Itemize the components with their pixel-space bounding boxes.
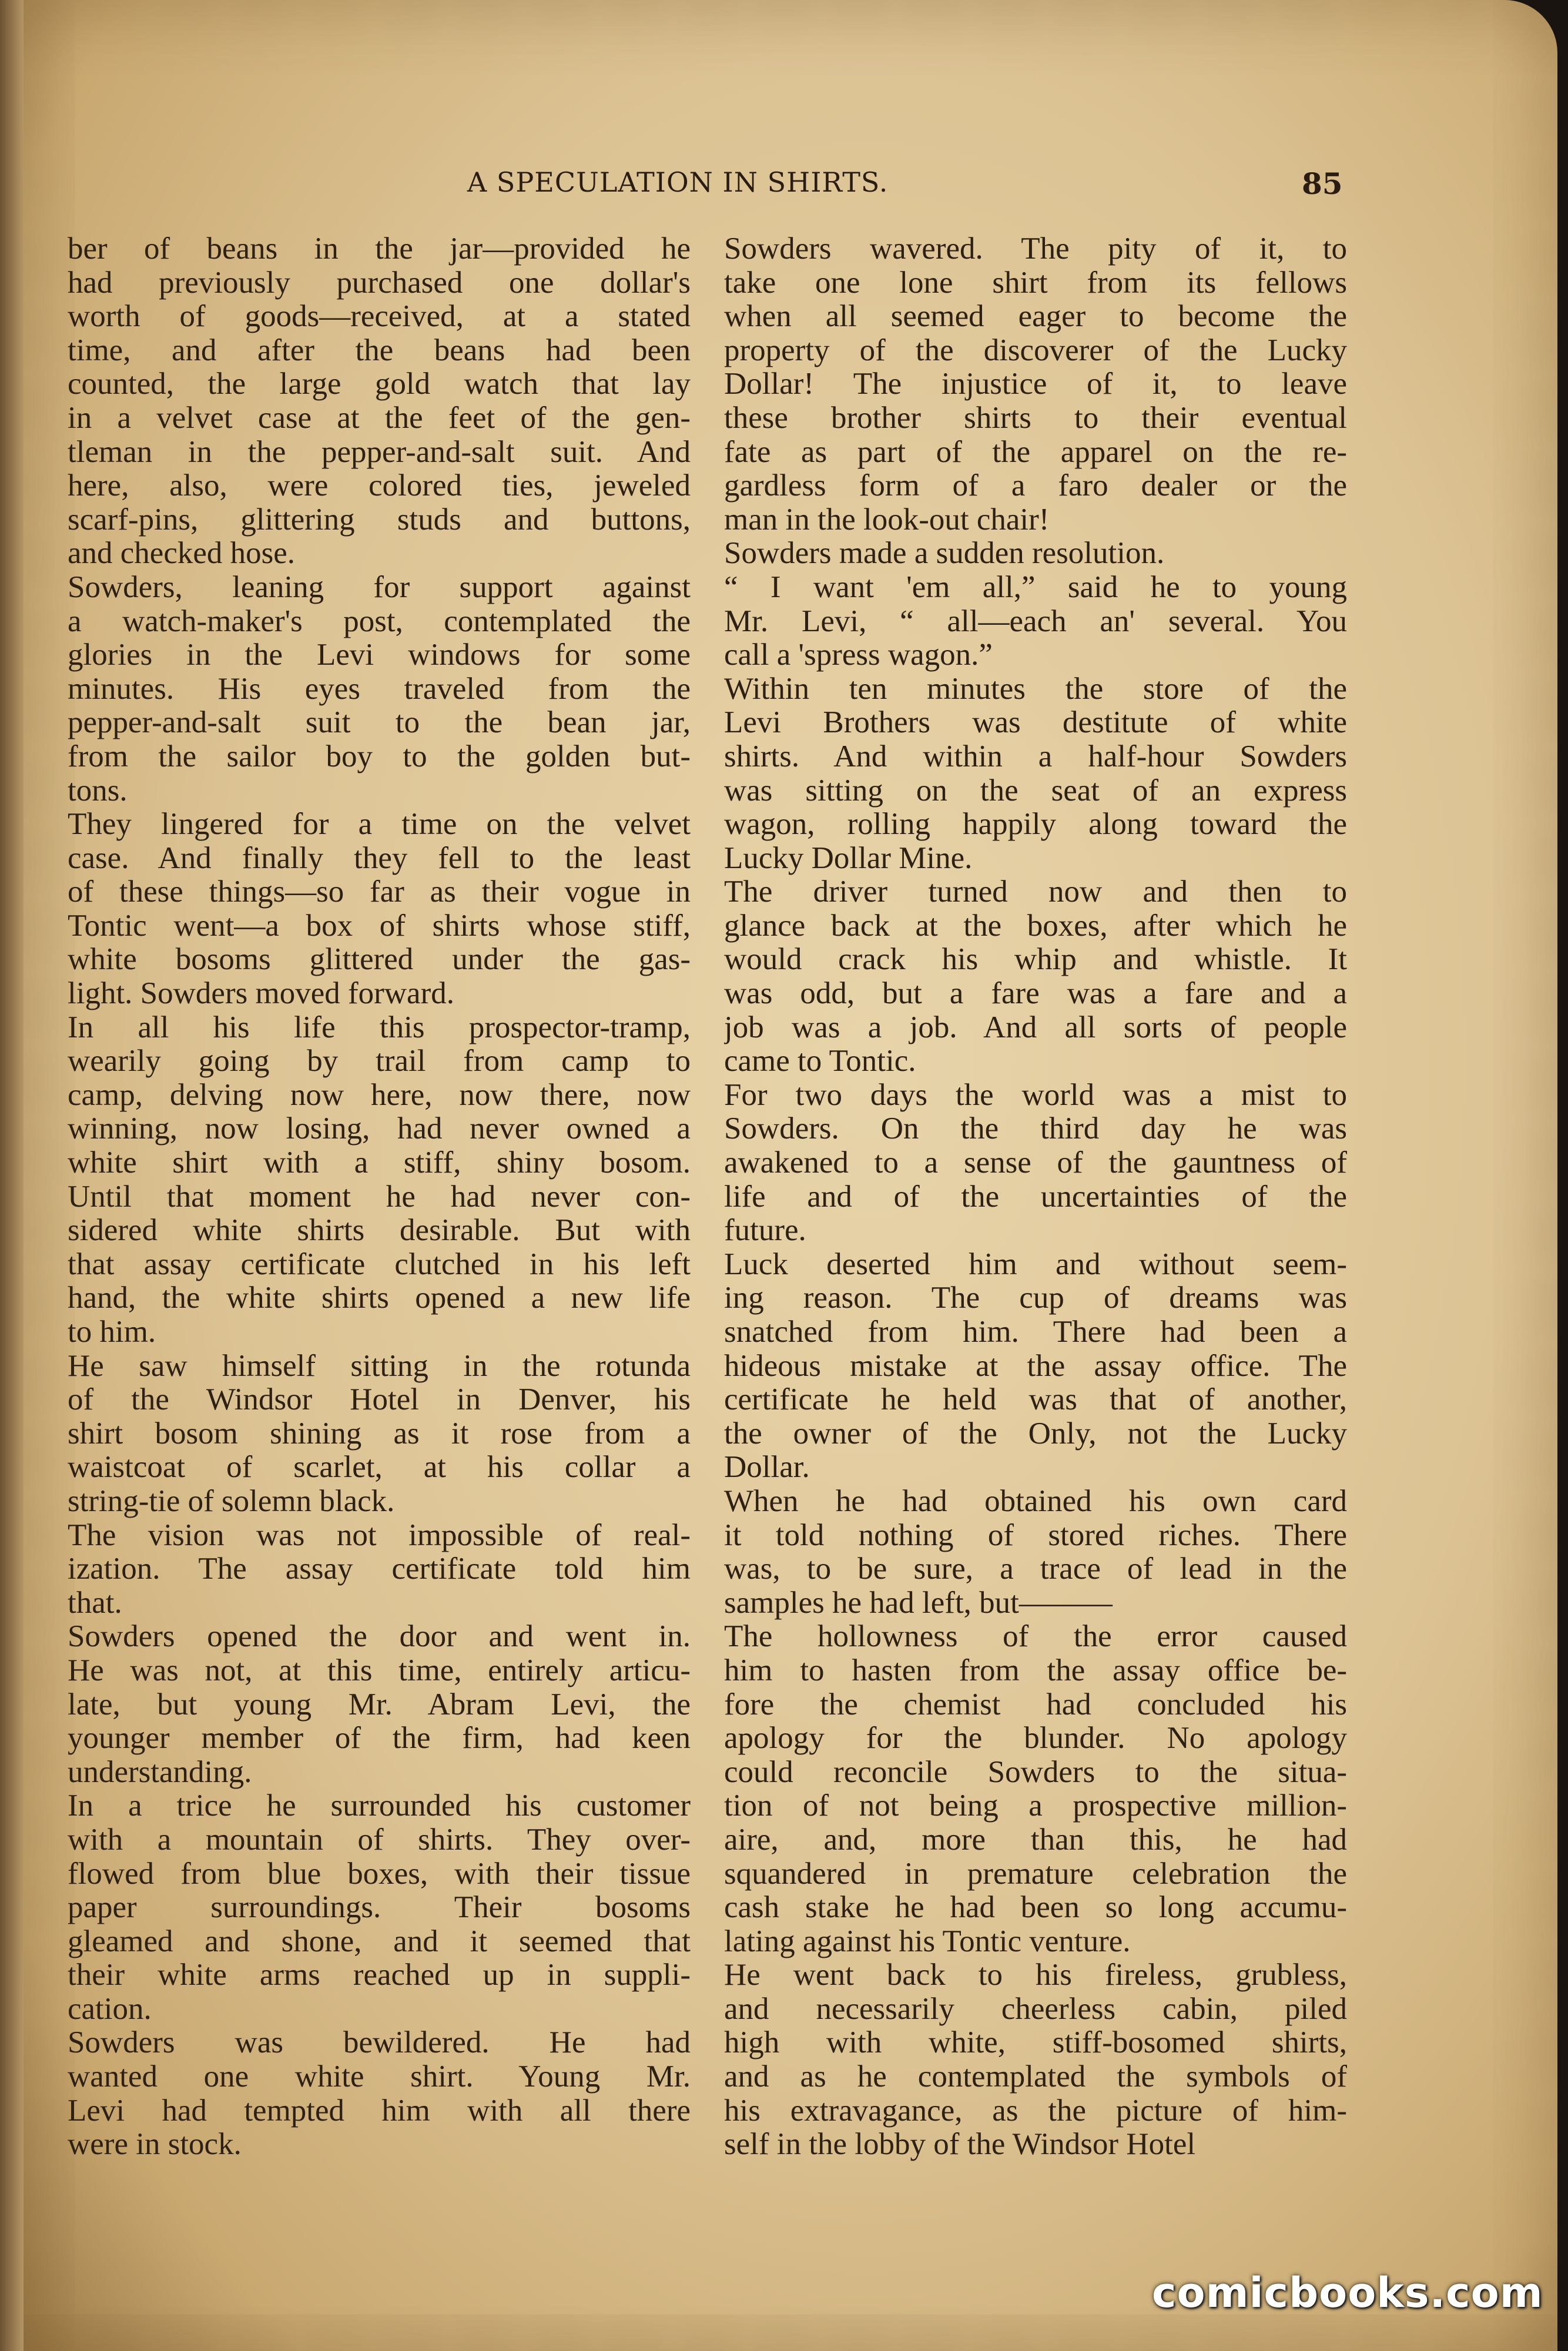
text-line: was, to be sure, a trace of lead in the (724, 1552, 1347, 1586)
text-line: Sowders was bewildered. He had (68, 2026, 691, 2060)
text-line: take one lone shirt from its fellows (724, 266, 1347, 300)
text-line: string-tie of solemn black. (68, 1483, 395, 1518)
text-line: in a velvet case at the feet of the gen- (68, 401, 691, 435)
text-line: ber of beans in the jar—provided he (68, 232, 691, 266)
text-line: winning, now losing, had never owned a (68, 1112, 691, 1146)
text-line: a watch-maker's post, contemplated the (68, 604, 691, 638)
text-line: younger member of the firm, had keen (68, 1722, 691, 1756)
text-line: He was not, at this time, entirely articu- (68, 1653, 691, 1687)
text-line: samples he had left, but——— (724, 1585, 1113, 1620)
text-line: shirt bosom shining as it rose from a (68, 1416, 691, 1451)
text-line: pepper-and-salt suit to the bean jar, (68, 706, 691, 740)
text-line: their white arms reached up in suppli- (68, 1958, 691, 1992)
text-line: wanted one white shirt. Young Mr. (68, 2060, 691, 2094)
text-line: flowed from blue boxes, with their tissue (68, 1857, 691, 1891)
text-line: would crack his whip and whistle. It (724, 943, 1347, 977)
text-line: had previously purchased one dollar's (68, 266, 691, 300)
page-number: 85 (1302, 166, 1343, 201)
text-line: could reconcile Sowders to the situa- (724, 1755, 1347, 1789)
text-line: Lucky Dollar Mine. (724, 840, 973, 875)
text-line: counted, the large gold watch that lay (68, 367, 691, 401)
text-line: They lingered for a time on the velvet (68, 808, 691, 842)
text-line: the owner of the Only, not the Lucky (724, 1416, 1347, 1451)
text-line: glance back at the boxes, after which he (724, 909, 1347, 943)
text-line: job was a job. And all sorts of people (724, 1010, 1347, 1044)
text-line: white shirt with a stiff, shiny bosom. (68, 1146, 691, 1180)
text-line: ization. The assay certificate told him (68, 1552, 691, 1586)
text-line: awakened to a sense of the gauntness of (724, 1146, 1347, 1180)
text-line: was sitting on the seat of an express (724, 773, 1347, 808)
text-line: time, and after the beans had been (68, 333, 691, 367)
text-line: Sowders, leaning for support against (68, 570, 691, 604)
text-line: apology for the blunder. No apology (724, 1722, 1347, 1756)
text-line: here, also, were colored ties, jeweled (68, 469, 691, 503)
text-line: Sowders made a sudden resolution. (724, 536, 1165, 571)
text-line: lating against his Tontic venture. (724, 1924, 1131, 1958)
text-line: glories in the Levi windows for some (68, 638, 691, 672)
text-line: The hollowness of the error caused (724, 1620, 1347, 1654)
text-line: cation. (68, 1991, 152, 2026)
text-line: and checked hose. (68, 536, 296, 571)
text-line: Mr. Levi, “ all—each an' several. You (724, 604, 1347, 638)
text-line: self in the lobby of the Windsor Hotel (724, 2127, 1196, 2162)
text-line: The driver turned now and then to (724, 875, 1347, 909)
text-line: certificate he held was that of another, (724, 1383, 1347, 1417)
text-line: him to hasten from the assay office be- (724, 1653, 1347, 1687)
text-line: For two days the world was a mist to (724, 1078, 1347, 1112)
text-line: property of the discoverer of the Lucky (724, 333, 1347, 367)
text-line: fore the chemist had concluded his (724, 1687, 1347, 1722)
text-line: of these things—so far as their vogue in (68, 875, 691, 909)
text-line: In a trice he surrounded his customer (68, 1789, 691, 1823)
text-line: case. And finally they fell to the least (68, 841, 691, 875)
text-line: gleamed and shone, and it seemed that (68, 1924, 691, 1958)
text-line: was odd, but a fare was a fare and a (724, 977, 1347, 1011)
text-line: Sowders opened the door and went in. (68, 1620, 691, 1654)
text-line: camp, delving now here, now there, now (68, 1078, 691, 1112)
text-line: fate as part of the apparel on the re- (724, 435, 1347, 469)
text-line: waistcoat of scarlet, at his collar a (68, 1451, 691, 1485)
text-line: Luck deserted him and without seem- (724, 1247, 1347, 1281)
text-line: scarf-pins, glittering studs and buttons, (68, 503, 691, 537)
text-line: future. (724, 1213, 806, 1248)
text-line: In all his life this prospector-tramp, (68, 1010, 691, 1044)
page-header (0, 166, 1568, 207)
running-title: A SPECULATION IN SHIRTS. (467, 166, 889, 198)
text-line: understanding. (68, 1754, 252, 1789)
text-line: high with white, stiff-bosomed shirts, (724, 2026, 1347, 2060)
text-line: life and of the uncertainties of the (724, 1180, 1347, 1214)
text-line: aire, and, more than this, he had (724, 1823, 1347, 1857)
text-line: worth of goods—received, at a stated (68, 300, 691, 334)
text-line: with a mountain of shirts. They over- (68, 1823, 691, 1857)
text-line: of the Windsor Hotel in Denver, his (68, 1383, 691, 1417)
text-line: Dollar. (724, 1450, 810, 1485)
text-line: tons. (68, 773, 128, 808)
text-line: call a 'spress wagon.” (724, 638, 993, 672)
text-line: that assay certificate clutched in his left (68, 1247, 691, 1281)
text-line: tion of not being a prospective million- (724, 1789, 1347, 1823)
text-line: wagon, rolling happily along toward the (724, 808, 1347, 842)
text-line: The vision was not impossible of real- (68, 1518, 691, 1552)
text-line: Levi had tempted him with all there (68, 2094, 691, 2128)
text-line: Sowders. On the third day he was (724, 1112, 1347, 1146)
text-line: tleman in the pepper-and-salt suit. And (68, 435, 691, 469)
text-line: light. Sowders moved forward. (68, 976, 454, 1011)
text-line: Tontic went—a box of shirts whose stiff, (68, 909, 691, 943)
text-line: He saw himself sitting in the rotunda (68, 1349, 691, 1383)
text-line: sidered white shirts desirable. But with (68, 1214, 691, 1248)
text-line: that. (68, 1585, 122, 1620)
text-line: ing reason. The cup of dreams was (724, 1281, 1347, 1315)
text-line: minutes. His eyes traveled from the (68, 672, 691, 706)
text-line: white bosoms glittered under the gas- (68, 943, 691, 977)
text-line: Until that moment he had never con- (68, 1180, 691, 1214)
text-line: squandered in premature celebration the (724, 1857, 1347, 1891)
text-line: from the sailor boy to the golden but- (68, 739, 691, 773)
text-line: were in stock. (68, 2127, 242, 2162)
text-line: his extravagance, as the picture of him- (724, 2094, 1347, 2128)
text-line: these brother shirts to their eventual (724, 401, 1347, 435)
text-line: He went back to his fireless, grubless, (724, 1958, 1347, 1992)
text-line: Dollar! The injustice of it, to leave (724, 367, 1347, 401)
text-line: hideous mistake at the assay office. The (724, 1349, 1347, 1383)
text-line: paper surroundings. Their bosoms (68, 1891, 691, 1925)
text-line: cash stake he had been so long accumu- (724, 1891, 1347, 1925)
text-line: came to Tontic. (724, 1044, 916, 1079)
watermark: comicbooks.com (1152, 2269, 1543, 2317)
text-line: gardless form of a faro dealer or the (724, 469, 1347, 503)
text-line: it told nothing of stored riches. There (724, 1518, 1347, 1552)
left-column (68, 232, 691, 2162)
text-line: Within ten minutes the store of the (724, 672, 1347, 706)
right-column (724, 232, 1347, 2162)
text-line: late, but young Mr. Abram Levi, the (68, 1687, 691, 1722)
text-line: “ I want 'em all,” said he to young (724, 570, 1347, 604)
text-line: When he had obtained his own card (724, 1484, 1347, 1518)
text-line: man in the look-out chair! (724, 502, 1050, 537)
text-line: Sowders wavered. The pity of it, to (724, 232, 1347, 266)
text-line: snatched from him. There had been a (724, 1315, 1347, 1349)
text-line: to him. (68, 1315, 156, 1349)
text-line: hand, the white shirts opened a new life (68, 1281, 691, 1315)
text-line: shirts. And within a half-hour Sowders (724, 739, 1347, 773)
text-line: and necessarily cheerless cabin, piled (724, 1992, 1347, 2026)
text-line: and as he contemplated the symbols of (724, 2060, 1347, 2094)
text-line: wearily going by trail from camp to (68, 1044, 691, 1079)
text-line: Levi Brothers was destitute of white (724, 706, 1347, 740)
text-line: when all seemed eager to become the (724, 300, 1347, 334)
